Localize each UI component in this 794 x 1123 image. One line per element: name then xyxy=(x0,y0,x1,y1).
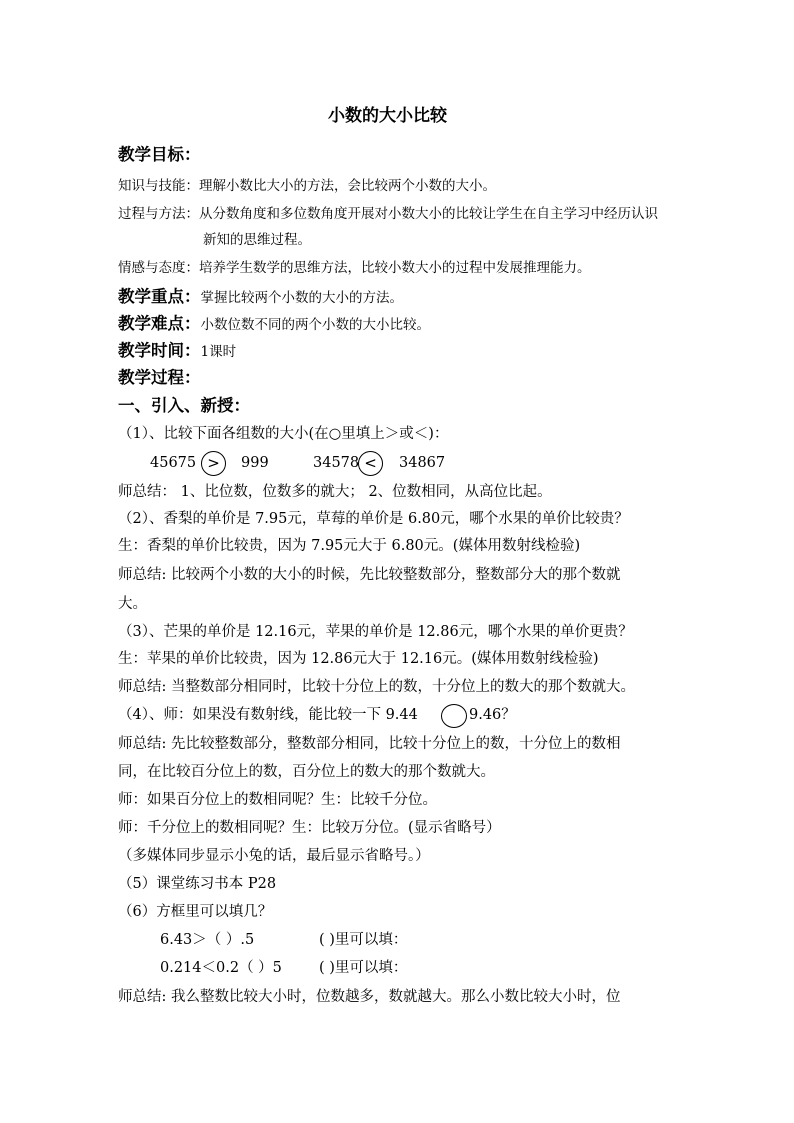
exercise-2-expression: 0.214＜0.2（ ）5 xyxy=(160,960,282,976)
exercise-1-fill: ( )里可以填： xyxy=(319,932,408,948)
key-point-line xyxy=(118,287,403,308)
compare-circle-blank xyxy=(441,704,467,728)
question-5: （5）课堂练习书本 P28 xyxy=(118,876,277,892)
key-point-label: 教学重点： xyxy=(118,287,201,306)
key-point-text: 掌握比较两个小数的大小的方法。 xyxy=(200,290,403,306)
document-title: 小数的大小比较 xyxy=(328,106,447,126)
time-text: 1课时 xyxy=(200,344,237,360)
objectives-heading: 教学目标： xyxy=(118,145,201,164)
compare-b-sign: < xyxy=(358,451,383,476)
time-line xyxy=(118,341,236,362)
process-heading: 教学过程： xyxy=(118,368,201,387)
question-2: （2）、香梨的单价是 7.95元，草莓的单价是 6.80元，哪个水果的单价比较贵？ xyxy=(118,511,629,527)
summary-6: 师总结: 我么整数比较大小时，位数越多，数就越大。那么小数比较大小时，位 xyxy=(118,989,621,1005)
objective-process-line1: 过程与方法：从分数角度和多位数角度开展对小数大小的比较让学生在自主学习中经历认识 xyxy=(118,206,658,222)
summary-4-line2: 同，在比较百分位上的数，百分位上的数大的那个数就大。 xyxy=(118,764,495,780)
summary-3: 师总结: 当整数部分相同时，比较十分位上的数，十分位上的数大的那个数就大。 xyxy=(118,679,635,695)
exercise-2-fill: ( )里可以填： xyxy=(319,960,408,976)
objective-process-line2: 新知的思维过程。 xyxy=(203,232,311,248)
note-line: （多媒体同步显示小兔的话，最后显示省略号。） xyxy=(118,848,430,864)
difficulty-text: 小数位数不同的两个小数的大小比较。 xyxy=(200,317,430,333)
answer-2: 生：香梨的单价比较贵，因为 7.95元大于 6.80元。(媒体用数射线检验) xyxy=(118,538,581,554)
summary-2-line2: 大。 xyxy=(118,596,147,612)
compare-a-sign: > xyxy=(201,451,226,476)
objective-emotion: 情感与态度：培养学生数学的思维方法，比较小数大小的过程中发展推理能力。 xyxy=(118,260,591,276)
question-6: （6）方框里可以填几？ xyxy=(118,904,273,920)
question-4-prefix: （4）、师：如果没有数射线，能比较一下 9.44 xyxy=(118,707,418,723)
compare-b-right: 34867 xyxy=(399,455,446,471)
exercise-1-expression: 6.43＞（ ）.5 xyxy=(160,932,255,948)
difficulty-label: 教学难点： xyxy=(118,314,201,333)
section-heading-intro: 一、引入、新授： xyxy=(118,396,250,415)
summary-1: 师总结： 1、比位数，位数多的就大； 2、位数相同，从高位比起。 xyxy=(118,484,552,500)
question-3: （3）、芒果的单价是 12.16元，苹果的单价是 12.86元，哪个水果的单价更贵？ xyxy=(118,624,633,640)
question-4-suffix: 9.46？ xyxy=(469,707,516,723)
summary-2-line1: 师总结: 比较两个小数的大小的时候，先比较整数部分，整数部分大的那个数就 xyxy=(118,567,621,583)
question-1: （1）、比较下面各组数的大小(在○里填上＞或＜)： xyxy=(118,426,449,442)
difficulty-line xyxy=(118,314,430,335)
compare-a-right: 999 xyxy=(241,455,269,471)
compare-b-left: 34578 xyxy=(313,455,360,471)
teacher-line-2: 师：千分位上的数相同呢？生：比较万分位。(显示省略号） xyxy=(118,820,501,836)
summary-4-line1: 师总结: 先比较整数部分，整数部分相同，比较十分位上的数，十分位上的数相 xyxy=(118,736,621,752)
answer-3: 生：苹果的单价比较贵，因为 12.86元大于 12.16元。(媒体用数射线检验) xyxy=(118,651,599,667)
teacher-line-1: 师：如果百分位上的数相同呢？生：比较千分位。 xyxy=(118,792,437,808)
time-label: 教学时间： xyxy=(118,341,201,360)
compare-a-left: 45675 xyxy=(150,455,197,471)
objective-knowledge: 知识与技能：理解小数比大小的方法，会比较两个小数的大小。 xyxy=(118,178,496,194)
